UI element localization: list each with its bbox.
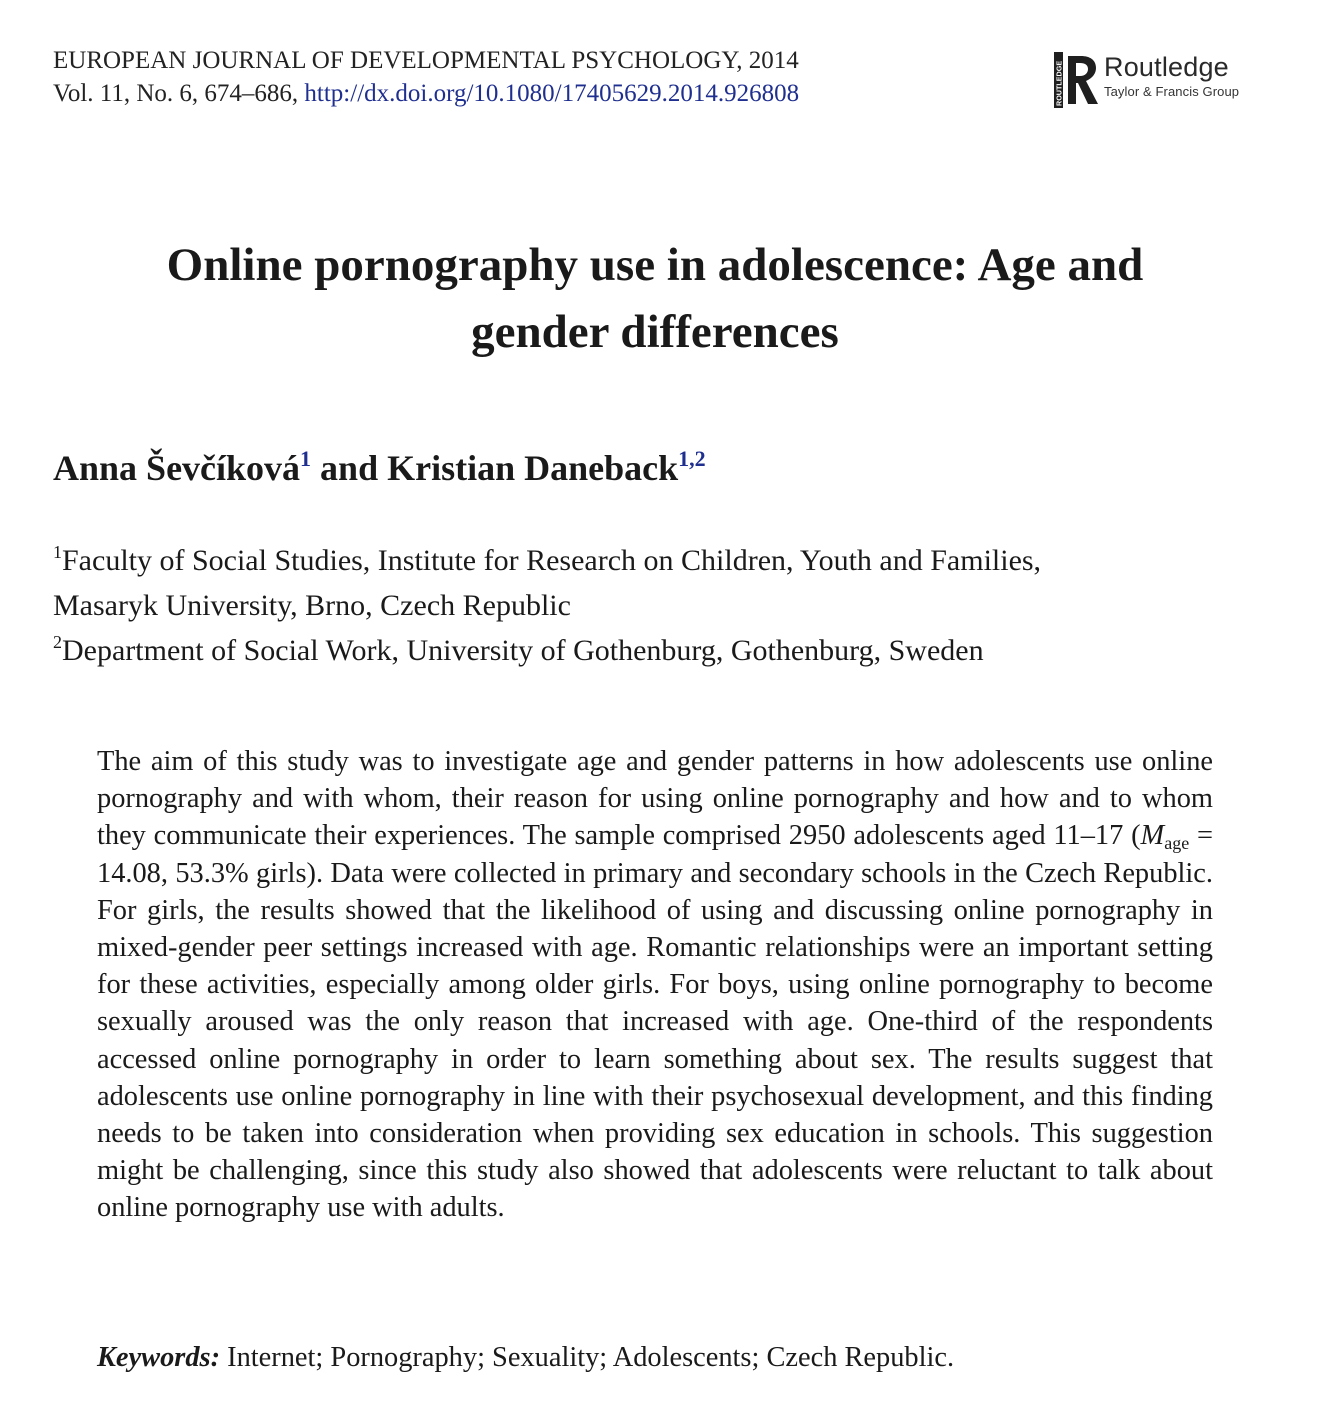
author-list bbox=[53, 446, 706, 490]
author-name: Kristian Daneback bbox=[387, 448, 679, 488]
paper-title-line-1: Online pornography use in adolescence: Age and bbox=[166, 239, 1144, 291]
keywords bbox=[97, 1339, 954, 1376]
keywords-text: Internet; Pornography; Sexuality; Adolescents; Czech Republic. bbox=[227, 1342, 955, 1373]
affiliation-marker: 2 bbox=[53, 632, 62, 652]
journal-header bbox=[53, 44, 799, 110]
logo-vertical-text: ROUTLEDGE bbox=[1054, 60, 1064, 106]
mean-age-symbol: M bbox=[1140, 820, 1165, 852]
affiliation-marker: 1 bbox=[53, 542, 62, 562]
author-affiliation-marker[interactable]: 1 bbox=[300, 446, 312, 471]
routledge-r-logo-icon bbox=[1054, 52, 1102, 108]
affiliation-item-continued: Masaryk University, Brno, Czech Republic bbox=[53, 589, 571, 622]
mean-age-subscript: age bbox=[1164, 833, 1190, 854]
affiliation-item bbox=[53, 538, 1293, 583]
doi-link[interactable]: http://dx.doi.org/10.1080/17405629.2014.926808 bbox=[304, 80, 800, 107]
author-affiliation-marker[interactable]: 1,2 bbox=[678, 446, 706, 471]
citation-volume: Vol. 11, No. 6, 674–686, bbox=[53, 80, 299, 107]
abstract bbox=[97, 743, 1213, 1227]
keywords-label: Keywords: bbox=[97, 1342, 221, 1373]
abstract-text-part-1: The aim of this study was to investigate age and gender patterns in how adolescents use online pornography and with whom, their reason for using online pornography and how and to whom they communicate their experiences. The sample comprised 2950 adolescents aged 11–17 ( bbox=[97, 746, 1213, 852]
affiliations bbox=[53, 538, 1293, 673]
publisher-text bbox=[1104, 52, 1239, 100]
abstract-text-part-2: = 14.08, 53.3% girls). Data were collected in primary and secondary schools in the Czech Republic. For girls, the results showed that the likelihood of using and discussing online pornography in mixed-gender peer settings increased with age. Romantic relationships were an important setting for these activities, especially among older girls. For boys, using online pornography to become sexually aroused was the only reason that increased with age. One-third of the respondents accessed online pornography in order to learn something about sex. The results suggest that adolescents use online pornography in line with their psychosexual development, and this finding needs to be taken into consideration when providing sex education in schools. This suggestion might be challenging, since this study also showed that adolescents were reluctant to talk about online pornography use with adults. bbox=[97, 820, 1213, 1224]
publisher-name: Routledge bbox=[1104, 52, 1229, 82]
journal-citation bbox=[53, 77, 799, 110]
author-joiner: and bbox=[320, 448, 379, 488]
affiliation-text: Department of Social Work, University of Gothenburg, Gothenburg, Sweden bbox=[62, 634, 984, 667]
affiliation-text: Faculty of Social Studies, Institute for Research on Children, Youth and Families, bbox=[62, 544, 1042, 577]
paper-title-line-2: gender differences bbox=[471, 306, 839, 358]
publisher-group: Taylor & Francis Group bbox=[1104, 84, 1240, 99]
paper-title bbox=[60, 232, 1250, 366]
author-name: Anna Ševčíková bbox=[53, 448, 301, 488]
affiliation-item bbox=[53, 628, 1293, 673]
publisher-logo bbox=[1054, 50, 1284, 110]
journal-name: EUROPEAN JOURNAL OF DEVELOPMENTAL PSYCHOLOGY, 2014 bbox=[53, 47, 799, 74]
